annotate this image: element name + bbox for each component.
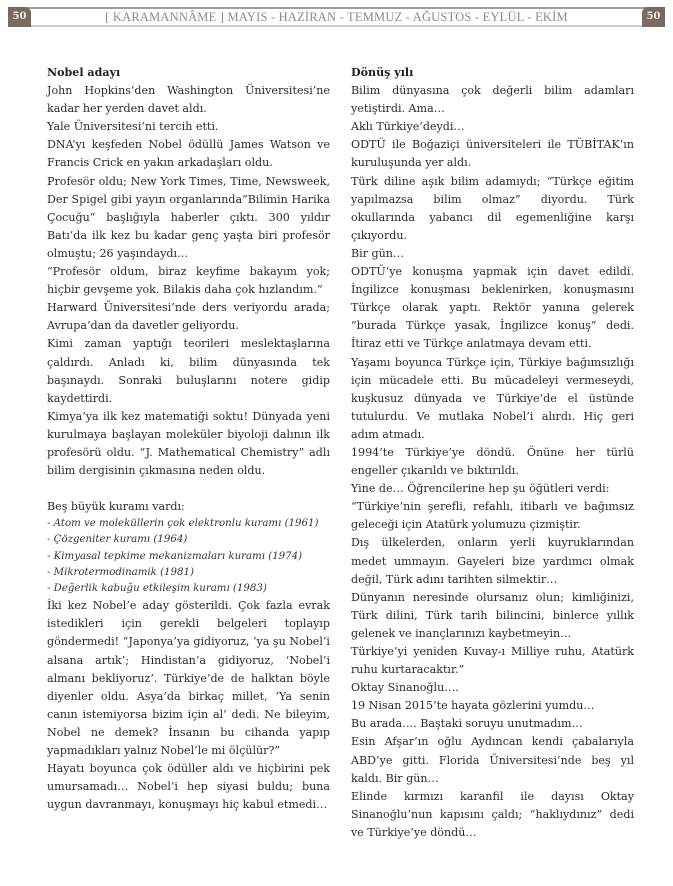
paragraph: Kimya’ya ilk kez matematiği soktu! Dünyada yeni kurulmaya başlayan moleküler biyoloji dalının ilk profesörü oldu. “J. Mathematical Chemistry” adlı bilim dergisinin çıkmasına neden oldu. [47, 409, 330, 478]
quote-paragraph: Dış ülkelerden, onların yerli kuyruklarından medet ummayın. Gayeleri bize yardımcı olmak değil, Türk adını tarihten silmektir… [351, 536, 634, 586]
paragraph: Hayatı boyunca çok ödüller aldı ve hiçbirini pek umursamadı… Nobel’i hep siyasi buldu; buna uygun davranmayı, konuşmayı hiç kabul etmedi… [47, 762, 330, 812]
paragraph: İki kez Nobel’e aday gösterildi. Çok fazla evrak istedikleri için gerekli belgeleri toplayıp göndermedi! “Japonya’ya gidiyoruz, ‘ya şu Nobel’i alsana artık’; Hindistan’a gidiyoruz, ‘Nobel’i almanı bekliyoruz’. Türkiye’de de halktan böyle diyenler oldu. Asya’da birkaç millet, ‘Ya senin canın istemiyorsa bizim için al’ dedi. Ne bileyim, Nobel ne demek? İnsanın bu cihanda yapıp yapmadıkları yalnız Nobel’le mi ölçülür?” [47, 599, 330, 758]
theory-item: - Değerlik kabuğu etkileşim kuramı (1983) [47, 583, 267, 595]
paragraph: Yine de… Öğrencilerine hep şu öğütleri verdi: [351, 482, 610, 496]
quote-paragraph: Dünyanın neresinde olursanız olun; kimliğinizi, Türk dilini, Türk tarih bilincini, binlerce yıllık gelenek ve inançlarınızı kaybetmeyin… [351, 590, 634, 640]
paragraph: Yale Üniversitesi‘ni tercih etti. [47, 120, 219, 134]
paragraph: Elinde kırmızı karanfil ile dayısı Oktay Sinanoğlu’nun kapısını çaldı; “haklıydınız” dedi ve Türkiye’ye döndü… [351, 789, 634, 839]
theories-list [47, 516, 330, 597]
running-title: [ KARAMANNÂME ] MAYIS - HAZİRAN - TEMMUZ - AĞUSTOS - EYLÜL - EKİM [105, 10, 568, 24]
paragraph: 1994’te Türkiye’ye döndü. Önüne her türlü engeller çıkarıldı ve bıktırıldı. [351, 445, 634, 478]
paragraph: Bu arada…. Baştaki soruyu unutmadım… [351, 717, 583, 731]
paragraph: John Hopkins’den Washington Üniversitesi’ne kadar her yerden davet aldı. [47, 84, 330, 116]
theory-item: - Kimyasal tepkime mekanizmaları kuramı (1974) [47, 550, 303, 562]
theory-item: - Mikrotermodinamik (1981) [47, 566, 194, 578]
left-column [47, 64, 330, 814]
theory-item: - Atom ve moleküllerin çok elektronlu kuramı (1961) [47, 518, 319, 530]
paragraph: 19 Nisan 2015’te hayata gözlerini yumdu… [351, 699, 595, 713]
paragraph: Kimi zaman yaptığı teorileri meslektaşlarına çaldırdı. Anladı ki, bilim dünyasında tek başınaydı. Sonraki buluşlarını notere gidip kaydettirdi. [47, 337, 330, 405]
paragraph: Türk diline aşık bilim adamıydı; “Türkçe eğitim yapılmazsa bilim olmaz” diyordu. Türk okullarında yabancı dil egemenliğine karşı çıkıyordu. [351, 174, 634, 242]
page-number-right: 50 [642, 7, 665, 27]
page-header [8, 7, 665, 27]
right-column [351, 64, 634, 842]
paragraph: Bir gün… [351, 246, 405, 260]
quote-paragraph: “Türkiye’nin şerefli, refahlı, itibarlı ve bağımsız geleceği için Atatürk yolumuzu çizmiştir. [351, 500, 634, 532]
quote-paragraph: “Profesör oldum, biraz keyfime bakayım yok; hiçbir gevşeme yok. Bilakis daha çok hızlandım.” [47, 265, 330, 297]
theories-intro: Beş büyük kuramı vardı: [47, 500, 185, 514]
paragraph: DNA’yı keşfeden Nobel ödüllü James Watson ve Francis Crick en yakın arkadaşları oldu. [47, 138, 330, 170]
quote-paragraph: Türkiye’yi yeniden Kuvay-ı Milliye ruhu, Atatürk ruhu kurtaracaktır.” [351, 645, 634, 677]
paragraph: Profesör oldu; New York Times, Time, Newsweek, Der Spigel gibi yayın organlarında”Bilimin Harika Çocuğu” başlığıyla haberler çıktı. 300 yıldır Batı’da ilk kez bu kadar genç yaşta biri profesör olmuştu; 26 yaşındaydı… [47, 174, 330, 260]
paragraph: ODTÜ ile Boğaziçi üniversiteleri ile TÜBİTAK‘ın kuruluşunda yer aldı. [351, 138, 634, 170]
theory-item: - Çözgeniter kuramı (1964) [47, 534, 188, 546]
paragraph: Yaşamı boyunca Türkçe için, Türkiye bağımsızlığı için mücadele etti. Bu mücadeleyi vermeseydi, kuşkusuz dünyada ve Türkiye’de el üstünde tutulurdu. Ve mutlaka Nobel’i alırdı. Hiç geri adım atmadı. [351, 355, 634, 441]
page-number-left: 50 [8, 7, 31, 27]
section-heading-donus-yili: Dönüş yılı [351, 66, 414, 79]
paragraph: ODTÜ‘ye konuşma yapmak için davet edildi. İngilizce konuşması beklenirken, konuşmasını Türkçe olarak yaptı. Rektör yanına gelerek “burada Türkçe yasak, İngilizce konuş” dedi. İtiraz etti ve Türkçe anlatmaya devam etti. [351, 265, 634, 351]
paragraph: Esin Afşar’ın oğlu Aydıncan kendi çabalarıyla ABD’ye gitti. Florida Üniversitesi’nde beş yıl kaldı. Bir gün… [351, 735, 634, 785]
paragraph: Harward Üniversitesi’nde ders veriyordu arada; Avrupa’dan da davetler geliyordu. [47, 301, 330, 333]
spacer [47, 480, 330, 498]
paragraph: Oktay Sinanoğlu…. [351, 681, 459, 695]
paragraph: Aklı Türkiye’deydi… [351, 120, 465, 134]
section-heading-nobel-adayi: Nobel adayı [47, 66, 121, 79]
paragraph: Bilim dünyasına çok değerli bilim adamları yetiştirdi. Ama… [351, 84, 634, 116]
